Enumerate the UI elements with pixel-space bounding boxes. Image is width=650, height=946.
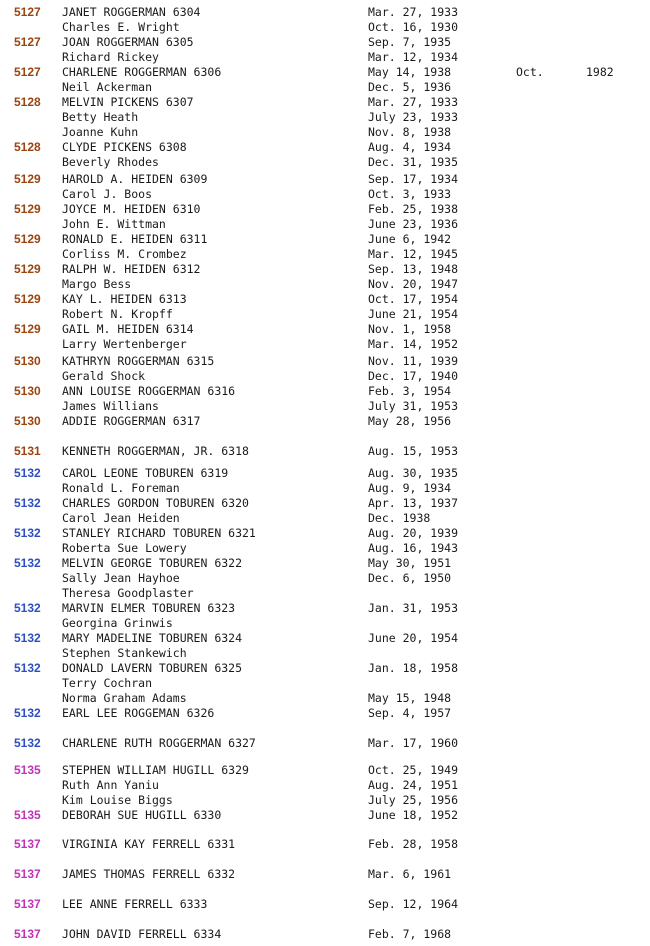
person-name: Beverly Rhodes — [62, 155, 159, 169]
person-name: Neil Ackerman — [62, 80, 153, 94]
entry-row — [0, 465, 650, 481]
note-year: 1982 — [586, 65, 614, 79]
person-name: CLYDE PICKENS 6308 — [62, 140, 187, 154]
spouse-row — [0, 276, 650, 292]
person-name: Charles E. Wright — [62, 20, 180, 34]
person-name: DONALD LAVERN TOBUREN 6325 — [62, 661, 243, 675]
entry-row — [0, 171, 650, 187]
person-name: Betty Heath — [62, 110, 139, 124]
birth-date: Mar. 27, 1933 — [368, 5, 459, 19]
birth-date: Feb. 3, 1954 — [368, 384, 452, 398]
person-name: CHARLENE ROGGERMAN 6306 — [62, 65, 222, 79]
code-number: 5132 — [14, 496, 41, 510]
birth-date: Nov. 1, 1958 — [368, 322, 452, 336]
code-number: 5130 — [14, 354, 41, 368]
code-number: 5132 — [14, 466, 41, 480]
person-name: KATHRYN ROGGERMAN 6315 — [62, 354, 215, 368]
entry-row — [0, 600, 650, 616]
entry-row — [0, 735, 650, 751]
spouse-row — [0, 690, 650, 706]
code-number: 5132 — [14, 706, 41, 720]
spouse-row — [0, 19, 650, 35]
person-name: KAY L. HEIDEN 6313 — [62, 292, 187, 306]
birth-date: Jan. 31, 1953 — [368, 601, 459, 615]
code-number: 5128 — [14, 140, 41, 154]
spouse-row — [0, 124, 650, 140]
entry-row — [0, 64, 650, 80]
birth-date: Mar. 6, 1961 — [368, 867, 452, 881]
person-name: Ruth Ann Yaniu — [62, 778, 159, 792]
person-name: Sally Jean Hayhoe — [62, 571, 180, 585]
birth-date: Oct. 25, 1949 — [368, 763, 459, 777]
birth-date: Aug. 24, 1951 — [368, 778, 459, 792]
spouse-row — [0, 368, 650, 384]
code-number: 5137 — [14, 927, 41, 941]
entry-row — [0, 660, 650, 676]
birth-date: May 15, 1948 — [368, 691, 452, 705]
birth-date: Feb. 7, 1968 — [368, 927, 452, 941]
person-name: JOAN ROGGERMAN 6305 — [62, 35, 194, 49]
spouse-row — [0, 777, 650, 793]
code-number: 5131 — [14, 444, 41, 458]
person-name: JOHN DAVID FERRELL 6334 — [62, 927, 222, 941]
code-number: 5137 — [14, 867, 41, 881]
birth-date: Dec. 31, 1935 — [368, 155, 459, 169]
birth-date: Oct. 17, 1954 — [368, 292, 459, 306]
person-name: KENNETH ROGGERMAN, JR. 6318 — [62, 444, 249, 458]
spouse-row — [0, 79, 650, 95]
person-name: CHARLES GORDON TOBUREN 6320 — [62, 496, 249, 510]
spouse-row — [0, 398, 650, 414]
code-number: 5132 — [14, 661, 41, 675]
entry-row — [0, 495, 650, 511]
birth-date: May 14, 1938 — [368, 65, 452, 79]
person-name: Richard Rickey — [62, 50, 159, 64]
spouse-row — [0, 675, 650, 691]
spouse-row — [0, 336, 650, 352]
entry-row — [0, 139, 650, 155]
person-name: Larry Wertenberger — [62, 337, 187, 351]
spouse-row — [0, 154, 650, 170]
entry-row — [0, 896, 650, 912]
person-name: Kim Louise Biggs — [62, 793, 173, 807]
code-number: 5135 — [14, 763, 41, 777]
spouse-row — [0, 109, 650, 125]
spouse-row — [0, 49, 650, 65]
spouse-row — [0, 186, 650, 202]
person-name: GAIL M. HEIDEN 6314 — [62, 322, 194, 336]
code-number: 5129 — [14, 262, 41, 276]
entry-row — [0, 762, 650, 778]
entry-row — [0, 836, 650, 852]
code-number: 5128 — [14, 95, 41, 109]
entry-row — [0, 866, 650, 882]
birth-date: July 23, 1933 — [368, 110, 459, 124]
person-name: Roberta Sue Lowery — [62, 541, 187, 555]
birth-date: Aug. 4, 1934 — [368, 140, 452, 154]
entry-row — [0, 201, 650, 217]
person-name: Terry Cochran — [62, 676, 153, 690]
entry-row — [0, 261, 650, 277]
birth-date: Mar. 17, 1960 — [368, 736, 459, 750]
person-name: Norma Graham Adams — [62, 691, 187, 705]
birth-date: Sep. 17, 1934 — [368, 172, 459, 186]
code-number: 5129 — [14, 172, 41, 186]
spouse-row — [0, 792, 650, 808]
person-name: Joanne Kuhn — [62, 125, 139, 139]
person-name: MARY MADELINE TOBUREN 6324 — [62, 631, 243, 645]
spouse-row — [0, 540, 650, 556]
spouse-row — [0, 570, 650, 586]
birth-date: Mar. 14, 1952 — [368, 337, 459, 351]
code-number: 5132 — [14, 526, 41, 540]
birth-date: Dec. 17, 1940 — [368, 369, 459, 383]
person-name: MELVIN GEORGE TOBUREN 6322 — [62, 556, 243, 570]
entry-row — [0, 94, 650, 110]
person-name: Carol J. Boos — [62, 187, 153, 201]
code-number: 5135 — [14, 808, 41, 822]
birth-date: June 18, 1952 — [368, 808, 459, 822]
birth-date: Mar. 12, 1945 — [368, 247, 459, 261]
birth-date: Sep. 7, 1935 — [368, 35, 452, 49]
person-name: JAMES THOMAS FERRELL 6332 — [62, 867, 236, 881]
person-name: STANLEY RICHARD TOBUREN 6321 — [62, 526, 256, 540]
entry-row — [0, 555, 650, 571]
birth-date: Aug. 9, 1934 — [368, 481, 452, 495]
birth-date: Mar. 12, 1934 — [368, 50, 459, 64]
entry-row — [0, 4, 650, 20]
code-number: 5132 — [14, 601, 41, 615]
birth-date: Oct. 3, 1933 — [368, 187, 452, 201]
person-name: Gerald Shock — [62, 369, 146, 383]
birth-date: Aug. 20, 1939 — [368, 526, 459, 540]
person-name: Ronald L. Foreman — [62, 481, 180, 495]
birth-date: Oct. 16, 1930 — [368, 20, 459, 34]
entry-row — [0, 34, 650, 50]
code-number: 5130 — [14, 414, 41, 428]
person-name: CHARLENE RUTH ROGGERMAN 6327 — [62, 736, 256, 750]
spouse-row — [0, 216, 650, 232]
code-number: 5130 — [14, 384, 41, 398]
birth-date: Sep. 4, 1957 — [368, 706, 452, 720]
person-name: JANET ROGGERMAN 6304 — [62, 5, 201, 19]
entry-row — [0, 705, 650, 721]
code-number: 5129 — [14, 322, 41, 336]
spouse-row — [0, 480, 650, 496]
code-number: 5127 — [14, 35, 41, 49]
entry-row — [0, 413, 650, 429]
birth-date: June 20, 1954 — [368, 631, 459, 645]
entry-row — [0, 630, 650, 646]
code-number: 5127 — [14, 5, 41, 19]
birth-date: Aug. 15, 1953 — [368, 444, 459, 458]
entry-row — [0, 321, 650, 337]
person-name: Margo Bess — [62, 277, 132, 291]
birth-date: July 31, 1953 — [368, 399, 459, 413]
person-name: ADDIE ROGGERMAN 6317 — [62, 414, 201, 428]
birth-date: June 21, 1954 — [368, 307, 459, 321]
person-name: LEE ANNE FERRELL 6333 — [62, 897, 208, 911]
person-name: MELVIN PICKENS 6307 — [62, 95, 194, 109]
entry-row — [0, 443, 650, 459]
person-name: Georgina Grinwis — [62, 616, 173, 630]
person-name: Robert N. Kropff — [62, 307, 173, 321]
birth-date: Feb. 25, 1938 — [368, 202, 459, 216]
person-name: ANN LOUISE ROGGERMAN 6316 — [62, 384, 236, 398]
person-name: STEPHEN WILLIAM HUGILL 6329 — [62, 763, 249, 777]
note-month: Oct. — [516, 65, 544, 79]
spouse-row — [0, 306, 650, 322]
person-name: Theresa Goodplaster — [62, 586, 194, 600]
person-name: RONALD E. HEIDEN 6311 — [62, 232, 208, 246]
entry-row — [0, 525, 650, 541]
spouse-row — [0, 510, 650, 526]
birth-date: Nov. 8, 1938 — [368, 125, 452, 139]
person-name: John E. Wittman — [62, 217, 166, 231]
birth-date: Jan. 18, 1958 — [368, 661, 459, 675]
person-name: Corliss M. Crombez — [62, 247, 187, 261]
birth-date: Sep. 13, 1948 — [368, 262, 459, 276]
birth-date: Dec. 1938 — [368, 511, 431, 525]
code-number: 5132 — [14, 736, 41, 750]
spouse-row — [0, 585, 650, 601]
code-number: 5137 — [14, 837, 41, 851]
code-number: 5127 — [14, 65, 41, 79]
birth-date: May 30, 1951 — [368, 556, 452, 570]
entry-row — [0, 807, 650, 823]
person-name: DEBORAH SUE HUGILL 6330 — [62, 808, 222, 822]
entry-row — [0, 383, 650, 399]
spouse-row — [0, 645, 650, 661]
code-number: 5129 — [14, 292, 41, 306]
entry-row — [0, 353, 650, 369]
birth-date: May 28, 1956 — [368, 414, 452, 428]
person-name: VIRGINIA KAY FERRELL 6331 — [62, 837, 236, 851]
birth-date: Apr. 13, 1937 — [368, 496, 459, 510]
spouse-row — [0, 246, 650, 262]
birth-date: Aug. 16, 1943 — [368, 541, 459, 555]
person-name: Stephen Stankewich — [62, 646, 187, 660]
code-number: 5132 — [14, 556, 41, 570]
person-name: EARL LEE ROGGEMAN 6326 — [62, 706, 215, 720]
birth-date: Dec. 6, 1950 — [368, 571, 452, 585]
birth-date: Feb. 28, 1958 — [368, 837, 459, 851]
birth-date: Mar. 27, 1933 — [368, 95, 459, 109]
code-number: 5129 — [14, 202, 41, 216]
person-name: HAROLD A. HEIDEN 6309 — [62, 172, 208, 186]
birth-date: Dec. 5, 1936 — [368, 80, 452, 94]
birth-date: Aug. 30, 1935 — [368, 466, 459, 480]
entry-row — [0, 291, 650, 307]
code-number: 5129 — [14, 232, 41, 246]
birth-date: June 6, 1942 — [368, 232, 452, 246]
birth-date: Nov. 20, 1947 — [368, 277, 459, 291]
code-number: 5137 — [14, 897, 41, 911]
person-name: RALPH W. HEIDEN 6312 — [62, 262, 201, 276]
person-name: James Willians — [62, 399, 159, 413]
person-name: CAROL LEONE TOBUREN 6319 — [62, 466, 229, 480]
entry-row — [0, 926, 650, 942]
birth-date: Sep. 12, 1964 — [368, 897, 459, 911]
code-number: 5132 — [14, 631, 41, 645]
person-name: MARVIN ELMER TOBUREN 6323 — [62, 601, 236, 615]
birth-date: Nov. 11, 1939 — [368, 354, 459, 368]
birth-date: June 23, 1936 — [368, 217, 459, 231]
spouse-row — [0, 615, 650, 631]
birth-date: July 25, 1956 — [368, 793, 459, 807]
entry-row — [0, 231, 650, 247]
person-name: JOYCE M. HEIDEN 6310 — [62, 202, 201, 216]
person-name: Carol Jean Heiden — [62, 511, 180, 525]
